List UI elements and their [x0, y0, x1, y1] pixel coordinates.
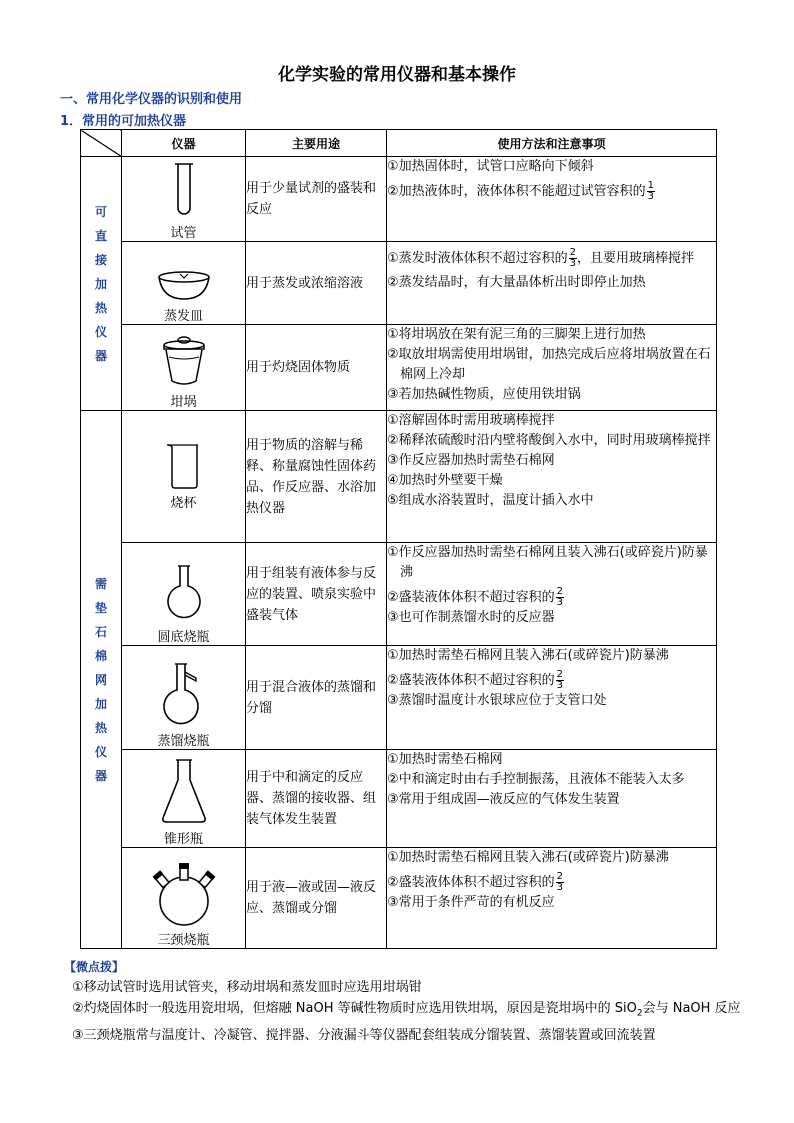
- page-title: 化学实验的常用仪器和基本操作: [278, 65, 516, 85]
- header-use: 主要用途: [246, 130, 387, 157]
- notes-cell: ①作反应器加热时需垫石棉网且装入沸石(或碎瓷片)防暴沸 ②盛装液体体积不超过容积的 $\frac{2}{3}$ ③也可作制蒸馏水时的反应器: [387, 543, 717, 646]
- tips-list: [72, 977, 742, 1046]
- subsection-heading: 1．常用的可加热仪器: [60, 114, 187, 129]
- instrument-cell: [122, 242, 246, 325]
- use-cell: 用于混合液体的蒸馏和分馏: [246, 646, 387, 750]
- table-row: [81, 242, 717, 325]
- instrument-name: 蒸发皿: [163, 309, 203, 324]
- tip-item: ③三颈烧瓶常与温度计、冷凝管、搅拌器、分液漏斗等仪器配套组装成分馏装置、蒸馏装置或回流装置: [72, 1027, 656, 1043]
- use-cell: 用于蒸发或浓缩溶液: [246, 242, 387, 325]
- category-asbestos-heating: 需 垫 石 棉 网 加 热 仪 器: [81, 411, 122, 949]
- use-cell: 用于物质的溶解与稀释、称量腐蚀性固体药品、作反应器、水浴加热仪器: [246, 411, 387, 543]
- instrument-table: [80, 129, 717, 949]
- header-instrument: 仪器: [122, 130, 246, 157]
- header-corner-cell: [81, 130, 122, 157]
- beaker-icon: [164, 442, 204, 490]
- notes-cell: ①加热时需垫石棉网且装入沸石(或碎瓷片)防暴沸 ②盛装液体体积不超过容积的 $\frac{2}{3}$ ③常用于条件严苛的有机反应: [387, 848, 717, 949]
- conical-flask-icon: [159, 758, 209, 826]
- instrument-cell: [122, 157, 246, 242]
- instrument-cell: [122, 543, 246, 646]
- evaporating-dish-icon: [154, 269, 214, 303]
- instrument-cell: [122, 411, 246, 543]
- notes-cell: ①溶解固体时需用玻璃棒搅拌 ②稀释浓硫酸时沿内壁将酸倒入水中，同时用玻璃棒搅拌 ③作反应器加热时需垫石棉网 ④加热时外壁要干燥 ⑤组成水浴装置时，温度计插入水中: [387, 411, 717, 543]
- tip-item: ①移动试管时选用试管夹，移动坩埚和蒸发皿时应选用坩埚钳: [72, 980, 422, 995]
- three-neck-flask-icon: [144, 861, 224, 927]
- round-bottom-flask-icon: [159, 564, 209, 624]
- crucible-icon: [159, 333, 209, 389]
- table-row: [81, 543, 717, 646]
- instrument-cell: [122, 750, 246, 848]
- instrument-name: 试管: [170, 226, 197, 241]
- instrument-cell: [122, 646, 246, 750]
- header-notes: 使用方法和注意事项: [387, 130, 717, 157]
- instrument-name: 锥形瓶: [163, 832, 203, 847]
- instrument-name: 烧杯: [170, 496, 197, 511]
- instrument-name: 圆底烧瓶: [157, 630, 210, 645]
- table-row: [81, 325, 717, 411]
- tips-heading: 【微点拨】: [64, 960, 125, 974]
- notes-cell: ①蒸发时液体体积不超过容积的 $\frac{2}{3}$ ，且要用玻璃棒搅拌 ②蒸发结晶时，有大量晶体析出时即停止加热: [387, 242, 717, 325]
- use-cell: 用于少量试剂的盛装和反应: [246, 157, 387, 242]
- notes-cell: ①加热固体时，试管口应略向下倾斜 ②加热液体时，液体体积不能超过试管容积的 $\frac{1}{3}$: [387, 157, 717, 242]
- use-cell: 用于组装有液体参与反应的装置、喷泉实验中盛装气体: [246, 543, 387, 646]
- table-header-row: [81, 130, 717, 157]
- use-cell: 用于中和滴定的反应器、蒸馏的接收器、组装气体发生装置: [246, 750, 387, 848]
- test-tube-icon: [169, 162, 199, 220]
- notes-cell: ①将坩埚放在架有泥三角的三脚架上进行加热 ②取放坩埚需使用坩埚钳，加热完成后应将坩埚放置在石棉网上冷却 ③若加热碱性物质，应使用铁坩锅: [387, 325, 717, 411]
- table-row: [81, 646, 717, 750]
- table-row: [81, 750, 717, 848]
- table-row: [81, 411, 717, 543]
- distillation-flask-icon: [156, 662, 212, 728]
- notes-cell: ①加热时需垫石棉网且装入沸石(或碎瓷片)防暴沸 ②盛装液体体积不超过容积的 $\frac{2}{3}$ ③蒸馏时温度计水银球应位于支管口处: [387, 646, 717, 750]
- instrument-name: 三颈烧瓶: [157, 933, 210, 948]
- table-row: [81, 848, 717, 949]
- instrument-name: 坩埚: [170, 395, 197, 410]
- instrument-cell: [122, 848, 246, 949]
- section-heading: 一、常用化学仪器的识别和使用: [60, 92, 243, 107]
- instrument-cell: [122, 325, 246, 411]
- category-direct-heating: 可 直 接 加 热 仪 器: [81, 157, 122, 411]
- table-row: [81, 157, 717, 242]
- notes-cell: ①加热时需垫石棉网 ②中和滴定时由右手控制振荡，且液体不能装入太多 ③常用于组成固—液反应的气体发生装置: [387, 750, 717, 848]
- instrument-name: 蒸馏烧瓶: [157, 734, 210, 749]
- use-cell: 用于液—液或固—液反应、蒸馏或分馏: [246, 848, 387, 949]
- tip-item: ②灼烧固体时一般选用瓷坩埚，但熔融 NaOH 等碱性物质时应选用铁坩埚，原因是瓷坩埚中的 SiO$_2$会与 NaOH 反应: [72, 1001, 741, 1019]
- use-cell: 用于灼烧固体物质: [246, 325, 387, 411]
